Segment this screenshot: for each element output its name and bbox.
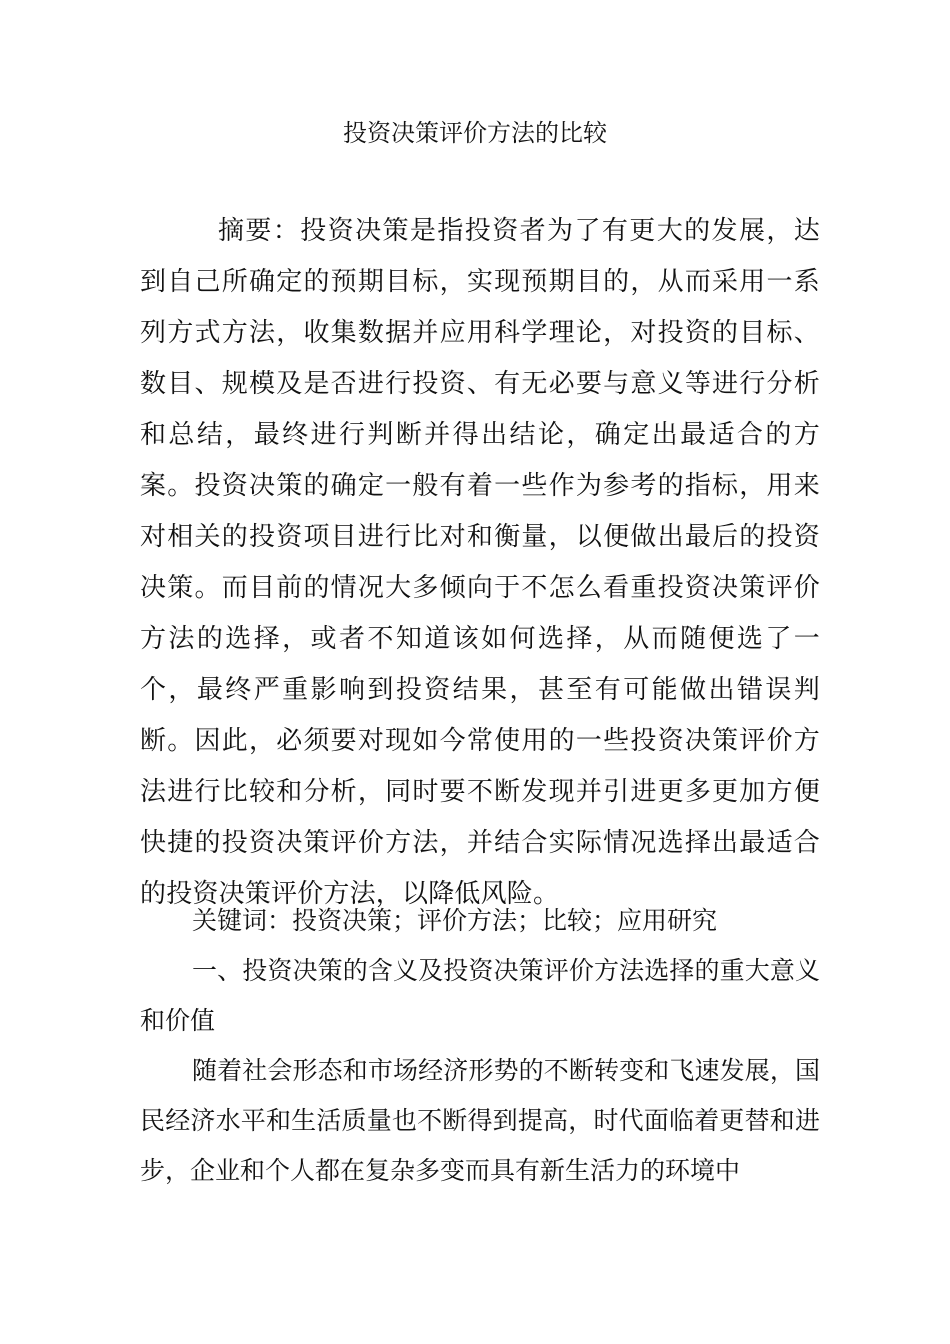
keywords-line: 关键词：投资决策；评价方法；比较；应用研究 [192, 906, 718, 935]
body-paragraph: 随着社会形态和市场经济形势的不断转变和飞速发展，国民经济水平和生活质量也不断得到提高，时代面临着更替和进步，企业和个人都在复杂多变而具有新生活力的环境中 [140, 1056, 820, 1185]
document-body [140, 896, 820, 1196]
section-heading: 一、投资决策的含义及投资决策评价方法选择的重大意义和价值 [140, 956, 820, 1035]
document-title: 投资决策评价方法的比较 [343, 119, 607, 147]
abstract-paragraph: 摘要：投资决策是指投资者为了有更大的发展，达到自己所确定的预期目标，实现预期目的，从而采用一系列方式方法，收集数据并应用科学理论，对投资的目标、数目、规模及是否进行投资、有无必要与意义等进行分析和总结，最终进行判断并得出结论，确定出最适合的方案。投资决策的确定一般有着一些作为参考的指标，用来对相关的投资项目进行比对和衡量，以便做出最后的投资决策。而目前的情况大多倾向于不怎么看重投资决策评价方法的选择，或者不知道该如何选择，从而随便选了一个，最终严重影响到投资结果，甚至有可能做出错误判断。因此，必须要对现如今常使用的一些投资决策评价方法进行比较和分析，同时要不断发现并引进更多更加方便快捷的投资决策评价方法，并结合实际情况选择出最适合的投资决策评价方法，以降低风险。 [140, 216, 820, 909]
